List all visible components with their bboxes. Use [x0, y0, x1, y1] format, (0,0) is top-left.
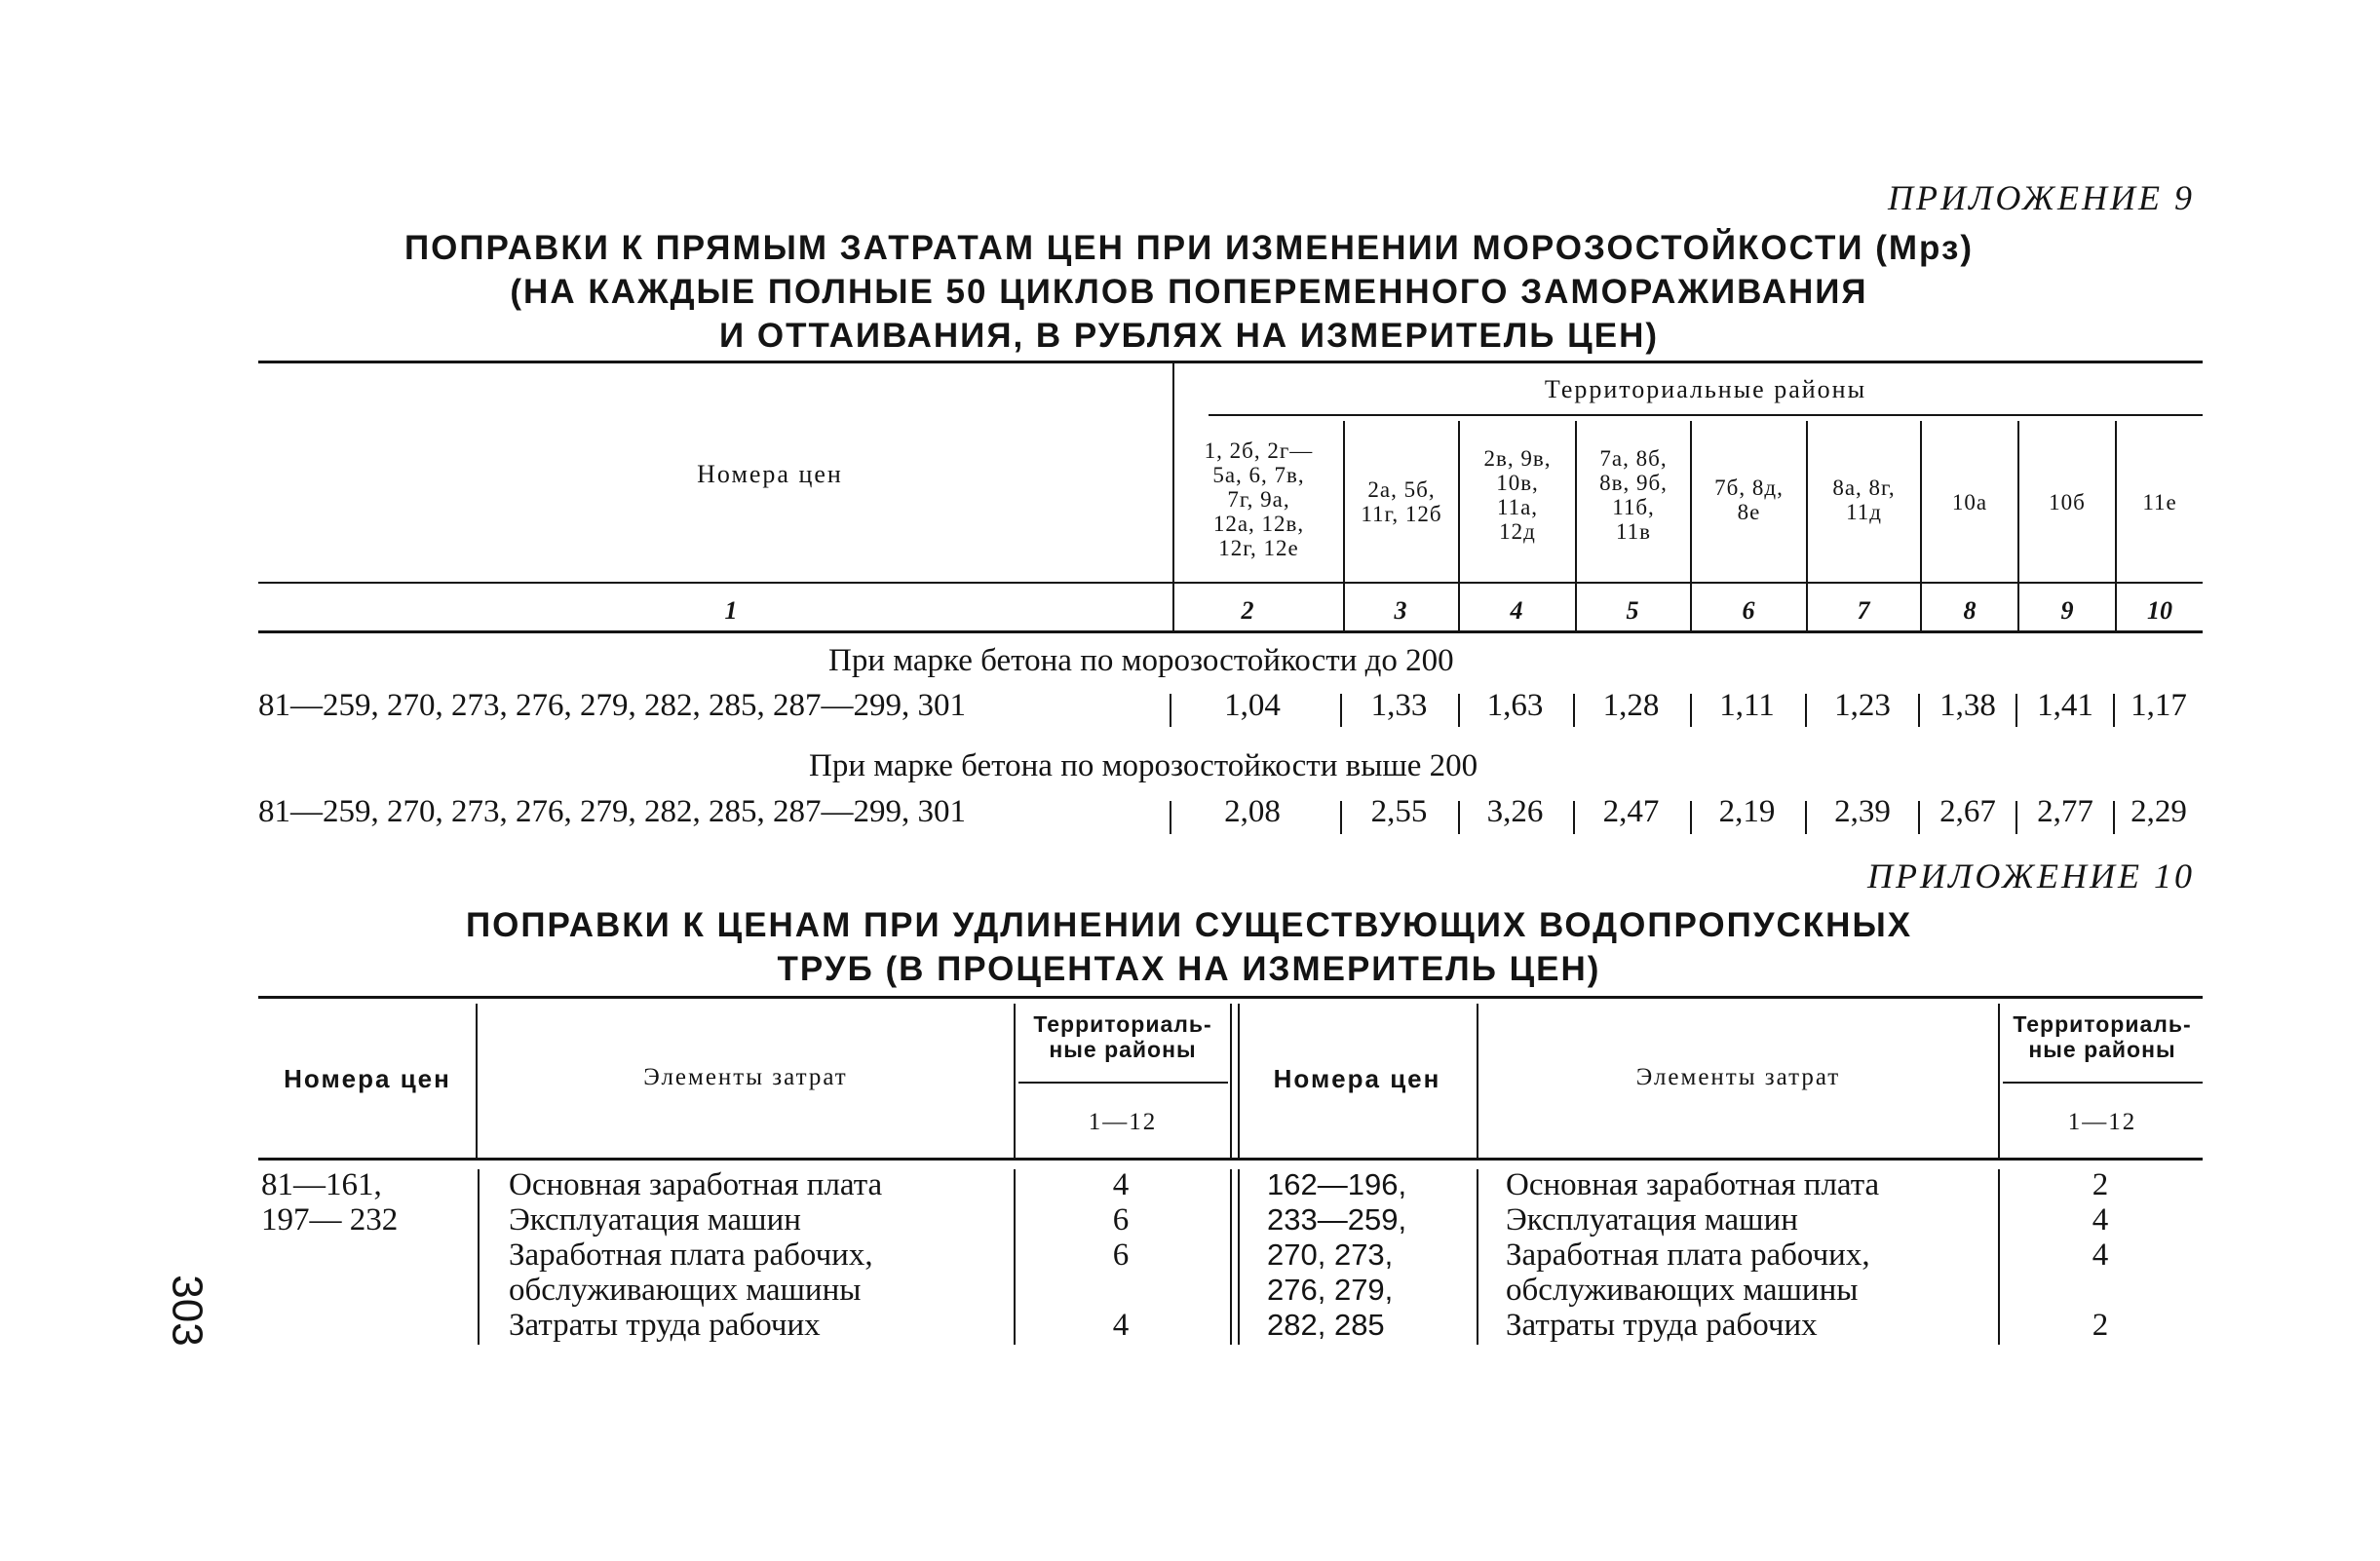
appendix-10-label: ПРИЛОЖЕНИЕ 10 — [1867, 857, 2195, 895]
t10-right-elements: Основная заработная плата Эксплуатация машин Заработная плата рабочих, обслуживающих машины Затраты труда рабочих — [1506, 1167, 1880, 1343]
section-1-value-col10: 1,17 — [2130, 688, 2187, 723]
t10-left-price-numbers: 81—161, 197— 232 — [261, 1167, 399, 1237]
section-2-caption: При марке бетона по морозостойкости выше 200 — [809, 748, 1478, 783]
section-2-value-col10: 2,29 — [2130, 794, 2187, 829]
t10-body-sep-d — [1998, 1169, 2000, 1345]
section-2-bar-1 — [1340, 801, 1342, 834]
appendix-10-title-line-2: ТРУБ (В ПРОЦЕНТАХ НА ИЗМЕРИТЕЛЬ ЦЕН) — [777, 950, 1601, 988]
column-number-8: 8 — [1963, 596, 1977, 625]
region-header-col3: 2а, 5б, 11г, 12б — [1361, 477, 1442, 526]
column-number-9: 9 — [2060, 596, 2074, 625]
section-1-value-col9: 1,41 — [2037, 688, 2093, 723]
section-2-value-col5: 2,47 — [1602, 794, 1660, 829]
t10-left-price-numbers-header: Номера цен — [284, 1064, 451, 1093]
t10-right-values: 2 4 4 2 — [2092, 1167, 2109, 1343]
t10-right-cost-elements-header: Элементы затрат — [1635, 1064, 1841, 1090]
table9-header-bottom-rule — [258, 582, 2203, 584]
t10-right-price-numbers-header: Номера цен — [1273, 1064, 1441, 1093]
table10-header-bottom-rule — [258, 1158, 2203, 1161]
col-sep-5 — [1806, 421, 1808, 630]
section-2-value-col3: 2,55 — [1370, 794, 1428, 829]
section-1-value-col4: 1,63 — [1486, 688, 1544, 723]
section-1-bar-0 — [1170, 694, 1171, 727]
table9-top-rule — [258, 361, 2203, 363]
price-numbers-header: Номера цен — [697, 460, 843, 488]
t10-right-range-header: 1—12 — [2067, 1109, 2137, 1135]
section-1-caption: При марке бетона по морозостойкости до 200 — [828, 643, 1454, 678]
col-sep-4 — [1690, 421, 1692, 630]
table9-column-numbers-rule — [258, 630, 2203, 633]
section-1-value-col8: 1,38 — [1939, 688, 1996, 723]
appendix-9-title-line-1: ПОПРАВКИ К ПРЯМЫМ ЗАТРАТАМ ЦЕН ПРИ ИЗМЕНЕНИИ МОРОЗОСТОЙКОСТИ (Мрз) — [403, 229, 1975, 267]
column-number-1: 1 — [724, 596, 738, 625]
t10-left-elements: Основная заработная плата Эксплуатация машин Заработная плата рабочих, обслуживающих машины Затраты труда рабочих — [509, 1167, 883, 1343]
t10-right-price-numbers: 162—196, 233—259, 270, 273, 276, 279, 282, 285 — [1267, 1167, 1407, 1342]
section-2-value-col6: 2,19 — [1718, 794, 1776, 829]
section-2-value-col4: 3,26 — [1486, 794, 1544, 829]
t10-left-values: 4 6 6 4 — [1112, 1167, 1130, 1343]
section-1-bar-1 — [1340, 694, 1342, 727]
section-1-value-col6: 1,11 — [1719, 688, 1775, 723]
column-number-4: 4 — [1510, 596, 1523, 625]
section-1-value-col5: 1,28 — [1602, 688, 1660, 723]
column-number-3: 3 — [1394, 596, 1407, 625]
t10-body-sep-a — [478, 1169, 480, 1345]
territorial-header: Территориальные районы — [1544, 375, 1867, 403]
column-number-7: 7 — [1857, 596, 1870, 625]
region-header-col7: 8а, 8г, 11д — [1832, 476, 1896, 524]
page-number: 303 — [163, 1275, 211, 1347]
column-number-6: 6 — [1742, 596, 1755, 625]
region-header-col10: 11е — [2142, 490, 2177, 514]
appendix-9-label: ПРИЛОЖЕНИЕ 9 — [1888, 178, 2195, 217]
region-header-col4: 2в, 9в, 10в, 11а, 12д — [1483, 446, 1552, 544]
t10-left-cost-elements-header: Элементы затрат — [643, 1064, 848, 1090]
appendix-9-title-line-3: И ОТТАИВАНИЯ, В РУБЛЯХ НА ИЗМЕРИТЕЛЬ ЦЕН) — [718, 317, 1660, 355]
section-2-value-col8: 2,67 — [1939, 794, 1996, 829]
section-1-value-col7: 1,23 — [1834, 688, 1891, 723]
column-number-2: 2 — [1241, 596, 1254, 625]
t10-right-territorial-rule — [2003, 1082, 2203, 1084]
t10-right-territorial-header: Территориаль- ные районы — [2013, 1011, 2192, 1062]
region-header-col2: 1, 2б, 2г— 5а, 6, 7в, 7г, 9а, 12а, 12в, 12г, 12е — [1204, 438, 1314, 560]
region-header-col6: 7б, 8д, 8е — [1714, 476, 1784, 524]
t10-left-range-header: 1—12 — [1088, 1109, 1158, 1135]
section-2-bar-0 — [1170, 801, 1171, 834]
territorial-header-rule — [1209, 414, 2203, 416]
column-number-10: 10 — [2147, 596, 2172, 625]
appendix-9-title-line-2: (НА КАЖДЫЕ ПОЛНЫЕ 50 ЦИКЛОВ ПОПЕРЕМЕННОГО ЗАМОРАЖИВАНИЯ — [510, 273, 1868, 311]
t10-left-territorial-header: Территориаль- ные районы — [1033, 1011, 1212, 1062]
t10-left-territorial-rule — [1018, 1082, 1228, 1084]
appendix-10-title-line-1: ПОПРАВКИ К ЦЕНАМ ПРИ УДЛИНЕНИИ СУЩЕСТВУЮЩИХ ВОДОПРОПУСКНЫХ — [465, 906, 1913, 944]
section-2-price-numbers: 81—259, 270, 273, 276, 279, 282, 285, 287—299, 301 — [258, 794, 966, 829]
table10-top-rule — [258, 996, 2203, 999]
t10-body-sep-b — [1014, 1169, 1016, 1345]
section-1-value-col3: 1,33 — [1370, 688, 1428, 723]
t10-body-double-sep — [1230, 1169, 1240, 1345]
section-2-value-col2: 2,08 — [1224, 794, 1281, 829]
region-header-col8: 10а — [1951, 490, 1988, 514]
t10-body-sep-c — [1477, 1169, 1478, 1345]
section-2-value-col9: 2,77 — [2037, 794, 2093, 829]
column-number-5: 5 — [1626, 596, 1639, 625]
region-header-col9: 10б — [2049, 490, 2086, 514]
section-2-value-col7: 2,39 — [1834, 794, 1891, 829]
section-1-value-col2: 1,04 — [1224, 688, 1281, 723]
region-header-col5: 7а, 8б, 8в, 9б, 11б, 11в — [1599, 446, 1668, 544]
section-1-price-numbers: 81—259, 270, 273, 276, 279, 282, 285, 287—299, 301 — [258, 688, 966, 723]
